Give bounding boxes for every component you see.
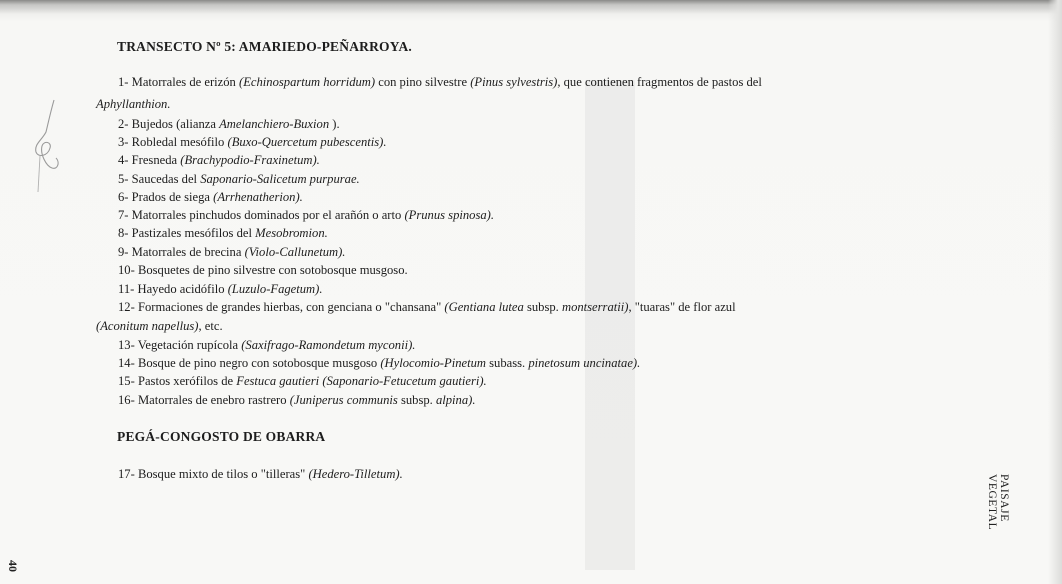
entry-number: 17- <box>118 467 135 481</box>
legend-entry <box>118 300 736 315</box>
entry-number: 15- <box>118 374 135 388</box>
entry-text: , etc. <box>198 319 223 333</box>
entry-text: Bosque de pino negro con sotobosque musgoso <box>134 356 381 370</box>
page-number: 40 <box>6 560 20 572</box>
entry-number: 14- <box>118 356 135 370</box>
entry-number: 4- <box>118 153 129 167</box>
entry-number: 5- <box>118 172 129 186</box>
taxon-name: Mesobromion. <box>255 226 328 240</box>
taxon-name: (Prunus spinosa). <box>404 208 495 222</box>
entry-text: Pastos xerófilos de <box>134 374 237 388</box>
legend-entry <box>118 263 408 278</box>
entry-number: 3- <box>118 135 129 149</box>
entry-text: Fresneda <box>128 153 181 167</box>
section-title-pega-congosto: PEGÁ-CONGOSTO DE OBARRA <box>117 429 326 444</box>
legend-entry <box>118 208 494 223</box>
taxon-name: (Arrhenatherion). <box>213 190 303 204</box>
taxon-name: Amelanchiero-Buxion <box>219 117 330 131</box>
entry-text: Formaciones de grandes hierbas, con genciana o "chansana" <box>134 300 445 314</box>
legend-entry <box>118 75 762 90</box>
entry-number: 11- <box>118 282 135 296</box>
taxon-name: montserratii) <box>561 300 629 314</box>
taxon-name: (Pinus sylvestris) <box>470 75 558 89</box>
legend-entry <box>118 245 345 260</box>
legend-entry <box>118 226 328 241</box>
legend-entry <box>118 467 403 482</box>
taxon-name: (Hylocomio-Pinetum <box>380 356 486 370</box>
taxon-name: (Saponario-Fetucetum gautieri). <box>322 374 487 388</box>
entry-text: ). <box>329 117 340 131</box>
taxon-name: (Brachypodio-Fraxinetum). <box>180 153 320 167</box>
entry-text: , "tuaras" de flor azul <box>628 300 736 314</box>
legend-entry <box>118 356 640 371</box>
entry-text: subsp. <box>397 393 436 407</box>
entry-text: Prados de siega <box>128 190 214 204</box>
entry-number: 2- <box>118 117 129 131</box>
entry-text: Matorrales de enebro rastrero <box>134 393 290 407</box>
taxon-name: pinetosum uncinatae). <box>528 356 641 370</box>
entry-number: 8- <box>118 226 129 240</box>
entry-number: 1- <box>118 75 129 89</box>
taxon-name: Aphyllanthion. <box>96 97 171 111</box>
taxon-name: (Saxifrago-Ramondetum myconii). <box>241 338 416 352</box>
pencil-annotation <box>24 96 74 196</box>
taxon-name: Festuca gautieri <box>236 374 320 388</box>
legend-entry-continuation <box>96 97 171 112</box>
taxon-name: (Hedero-Tilletum). <box>308 467 403 481</box>
taxon-name: Saponario-Salicetum purpurae. <box>200 172 360 186</box>
legend-entry <box>118 190 303 205</box>
entry-text: Matorrales pinchudos dominados por el arañón o arto <box>128 208 405 222</box>
entry-text: Hayedo acidófilo <box>134 282 228 296</box>
entry-number: 13- <box>118 338 135 352</box>
taxon-name: (Violo-Callunetum). <box>244 245 346 259</box>
side-running-header: PAISAJE VEGETAL <box>986 474 1010 531</box>
legend-entry <box>118 393 475 408</box>
entry-text: Bosquetes de pino silvestre con sotobosque musgoso. <box>134 263 408 277</box>
legend-entry <box>118 374 487 389</box>
entry-text: subsp. <box>523 300 562 314</box>
section-title-transecto: TRANSECTO Nº 5: AMARIEDO-PEÑARROYA. <box>117 39 412 54</box>
taxon-name: (Juniperus communis <box>289 393 398 407</box>
legend-entry <box>118 153 320 168</box>
legend-entry <box>118 117 340 132</box>
entry-text: Matorrales de brecina <box>128 245 245 259</box>
entry-text: subass. <box>485 356 529 370</box>
entry-text: Matorrales de erizón <box>128 75 239 89</box>
entry-number: 12- <box>118 300 135 314</box>
show-through-watermark <box>580 80 640 570</box>
entry-number: 7- <box>118 208 129 222</box>
legend-entry <box>118 282 323 297</box>
entry-text: Vegetación rupícola <box>134 338 242 352</box>
scan-right-shadow <box>1048 0 1062 584</box>
taxon-name: (Luzulo-Fagetum). <box>227 282 323 296</box>
taxon-name: (Gentiana lutea <box>444 300 524 314</box>
taxon-name: alpina). <box>435 393 476 407</box>
entry-number: 16- <box>118 393 135 407</box>
legend-entry <box>118 135 387 150</box>
entry-text: Pastizales mesófilos del <box>128 226 256 240</box>
entry-text: Saucedas del <box>128 172 201 186</box>
entry-number: 10- <box>118 263 135 277</box>
taxon-name: (Echinospartum horridum) <box>239 75 376 89</box>
scan-top-shadow <box>0 0 1062 14</box>
entry-number: 6- <box>118 190 129 204</box>
entry-text: con pino silvestre <box>375 75 471 89</box>
entry-text: Robledal mesófilo <box>128 135 228 149</box>
entry-number: 9- <box>118 245 129 259</box>
entry-text: , que contienen fragmentos de pastos del <box>557 75 762 89</box>
legend-entry <box>118 338 415 353</box>
taxon-name: (Buxo-Quercetum pubescentis). <box>227 135 387 149</box>
legend-entry <box>118 172 360 187</box>
taxon-name: (Aconitum napellus) <box>96 319 199 333</box>
legend-entry-continuation <box>96 319 223 334</box>
entry-text: Bosque mixto de tilos o "tilleras" <box>134 467 309 481</box>
entry-text: Bujedos (alianza <box>128 117 220 131</box>
